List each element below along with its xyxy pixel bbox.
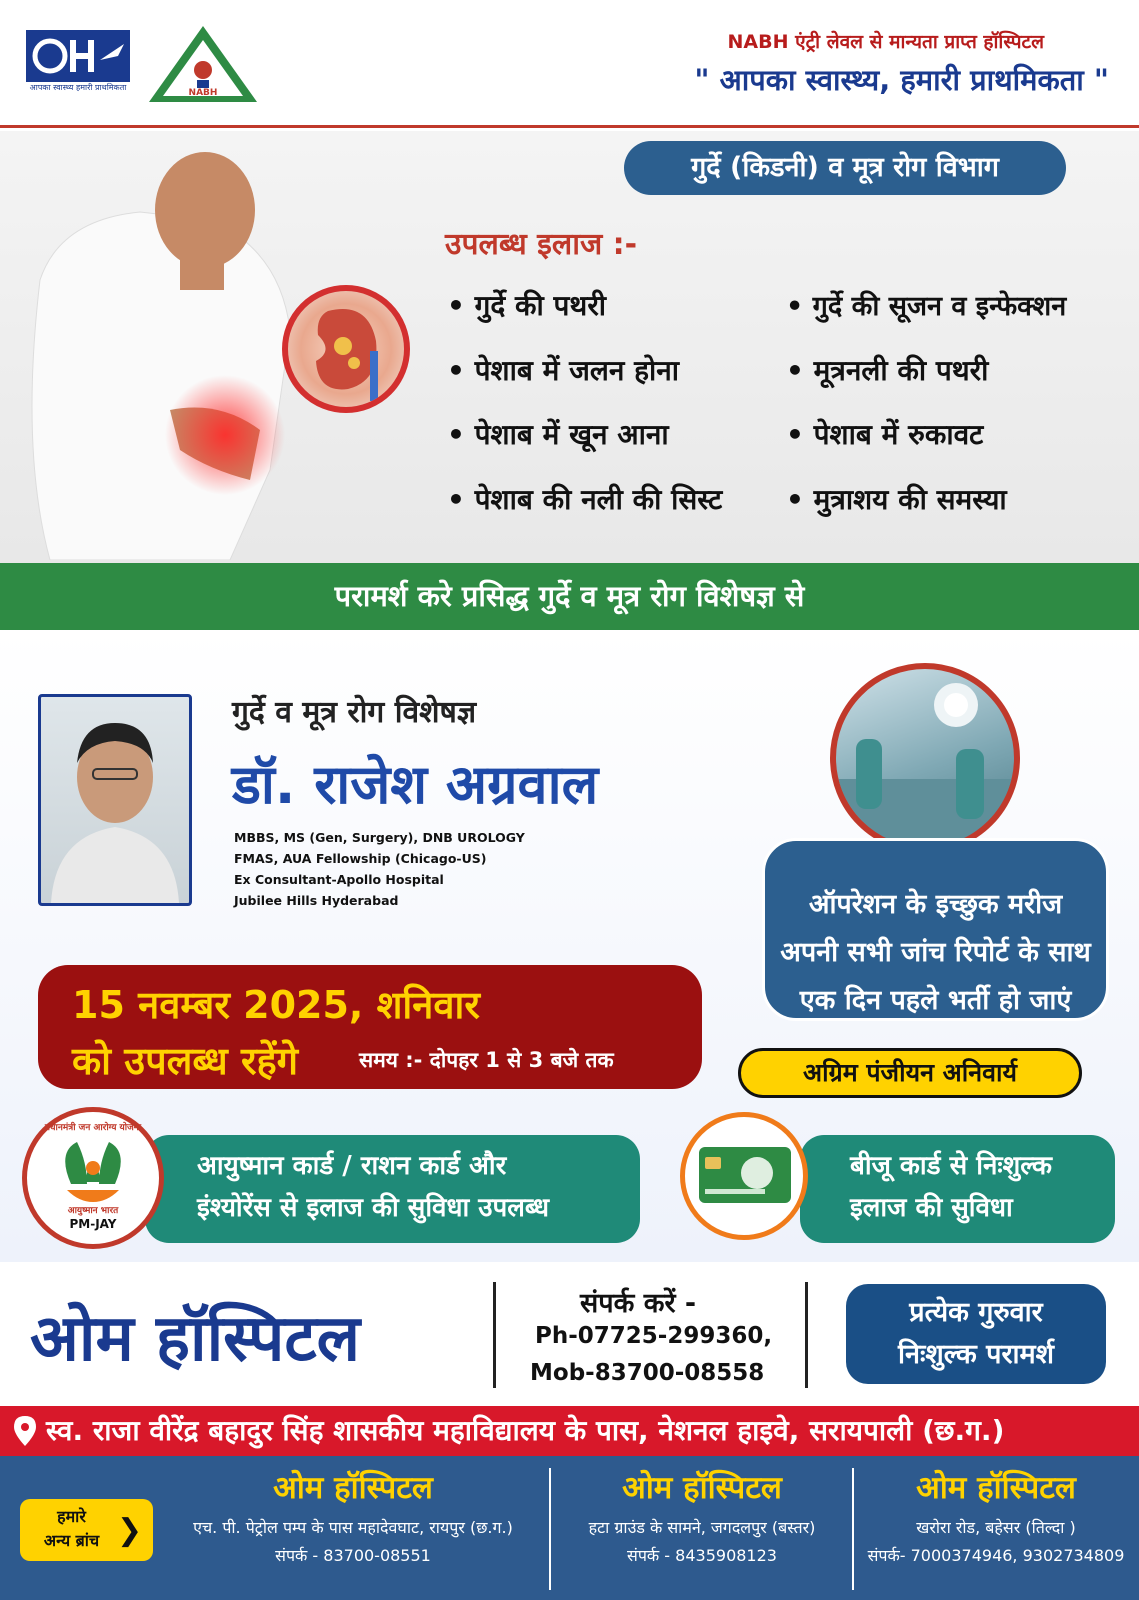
doctor-qualification: Ex Consultant-Apollo Hospital [234,872,444,887]
divider [549,1468,551,1590]
branch-name: ओम हॉस्पिटल [273,1470,433,1506]
treatment-item: • पेशाब की नली की सिस्ट [447,483,723,516]
doctor-specialty: गुर्दे व मूत्र रोग विशेषज्ञ [232,695,477,730]
ayushman-card-info [145,1135,640,1243]
om-hospital-logo [26,30,130,96]
registration-required-badge: अग्रिम पंजीयन अनिवार्य [738,1048,1082,1098]
biju-line: बीजू कार्ड से निःशुल्क [850,1151,1053,1181]
schedule-date: 15 नवम्बर 2025, शनिवार [72,983,480,1027]
divider [852,1468,854,1590]
branch-button-line: हमारे [57,1507,86,1526]
department-banner: गुर्दे (किडनी) व मूत्र रोग विभाग [624,141,1066,195]
treatment-item: • गुर्दे की पथरी [447,289,607,322]
branch-address: एच. पी. पेट्रोल पम्प के पास महादेवघाट, रायपुर (छ.ग.) [193,1518,513,1537]
branch-button-line: अन्य ब्रांच [43,1531,100,1550]
ayushman-line: आयुष्मान कार्ड / राशन कार्ड और [197,1151,507,1181]
address-bar: स्व. राजा वीरेंद्र बहादुर सिंह शासकीय महाविद्यालय के पास, नेशनल हाइवे, सरायपाली (छ.ग.) [0,1406,1139,1456]
nabh-accreditation-text: NABH एंट्री लेवल से मान्यता प्राप्त हॉस्पिटल [727,31,1044,53]
treatment-item: • मुत्राशय की समस्या [786,483,1007,516]
pm-jay-arc-text: प्रधानमंत्री जन आरोग्य योजना [44,1123,142,1133]
treatment-item: • पेशाब में खून आना [447,418,669,451]
branch-address: खरोरा रोड, बहेसर (तिल्दा ) [916,1518,1076,1537]
biju-card-image [680,1112,808,1240]
pm-jay-label: आयुष्मान भारत [67,1206,119,1216]
operation-note-line: ऑपरेशन के इच्छुक मरीज [808,889,1063,920]
pm-jay-badge: PM-JAY [69,1217,117,1231]
schedule-time: समय :- दोपहर 1 से 3 बजे तक [359,1048,614,1072]
hospital-name: ओम हॉस्पिटल [30,1302,361,1376]
divider [805,1282,808,1388]
operation-note-line: एक दिन पहले भर्ती हो जाएं [799,985,1072,1016]
branch-name: ओम हॉस्पिटल [622,1470,782,1506]
location-pin-icon [14,1416,36,1446]
treatment-item: • पेशाब में रुकावट [786,418,984,451]
branch-phone: संपर्क- 7000374946, 9302734809 [867,1546,1125,1565]
branch-item [858,1466,1134,1566]
branch-phone: संपर्क - 83700-08551 [275,1546,431,1565]
biju-line: इलाज की सुविधा [850,1193,1013,1223]
patient-illustration [20,150,310,560]
doctor-qualification: MBBS, MS (Gen, Surgery), DNB UROLOGY [234,830,525,845]
free-consultation-line: प्रत्येक गुरुवार [909,1297,1043,1328]
free-consultation-line: निःशुल्क परामर्श [898,1339,1054,1370]
consult-banner: परामर्श करे प्रसिद्ध गुर्दे व मूत्र रोग विशेषज्ञ से [0,563,1139,630]
ayushman-line: इंश्योरेंस से इलाज की सुविधा उपलब्ध [197,1193,550,1223]
doctor-qualification: Jubilee Hills Hyderabad [234,893,399,908]
schedule-availability: को उपलब्ध रहेंगे [72,1039,299,1083]
branch-name: ओम हॉस्पिटल [916,1470,1076,1506]
treatment-item: • पेशाब में जलन होना [447,354,680,387]
pm-jay-logo [22,1107,164,1249]
doctor-qualification: FMAS, AUA Fellowship (Chicago-US) [234,851,487,866]
nabh-logo [147,24,259,104]
treatment-item: • गुर्दे की सूजन व इन्फेक्शन [786,291,1067,322]
biju-card-info [800,1135,1115,1243]
operation-note-box [762,838,1109,1021]
branch-address: हटा ग्राउंड के सामने, जगदलपुर (बस्तर) [588,1518,816,1537]
divider [493,1282,496,1388]
logo-caption: आपका स्वास्थ्य हमारी प्राथमिकता [29,83,127,92]
operation-theatre-photo [830,663,1020,853]
kidney-illustration [282,285,410,413]
treatments-heading: उपलब्ध इलाज :- [445,227,638,262]
operation-note-line: अपनी सभी जांच रिपोर्ट के साथ [780,937,1091,968]
free-consultation-box [846,1284,1106,1384]
branch-phone: संपर्क - 8435908123 [627,1546,777,1565]
branch-item [556,1466,848,1566]
branch-item [168,1466,538,1566]
chevron-right-icon: ❯ [117,1513,143,1548]
doctor-photo [38,694,192,906]
nabh-logo-text: NABH [188,88,218,98]
hospital-tagline: " आपका स्वास्थ्य, हमारी प्राथमिकता " [694,63,1109,97]
contact-label: संपर्क करें - [580,1288,697,1319]
doctor-name: डॉ. राजेश अग्रवाल [232,753,599,816]
contact-mobile[interactable]: Mob-83700-08558 [530,1360,765,1386]
treatment-item: • मूत्रनली की पथरी [786,354,989,387]
contact-phone[interactable]: Ph-07725-299360, [535,1323,773,1349]
